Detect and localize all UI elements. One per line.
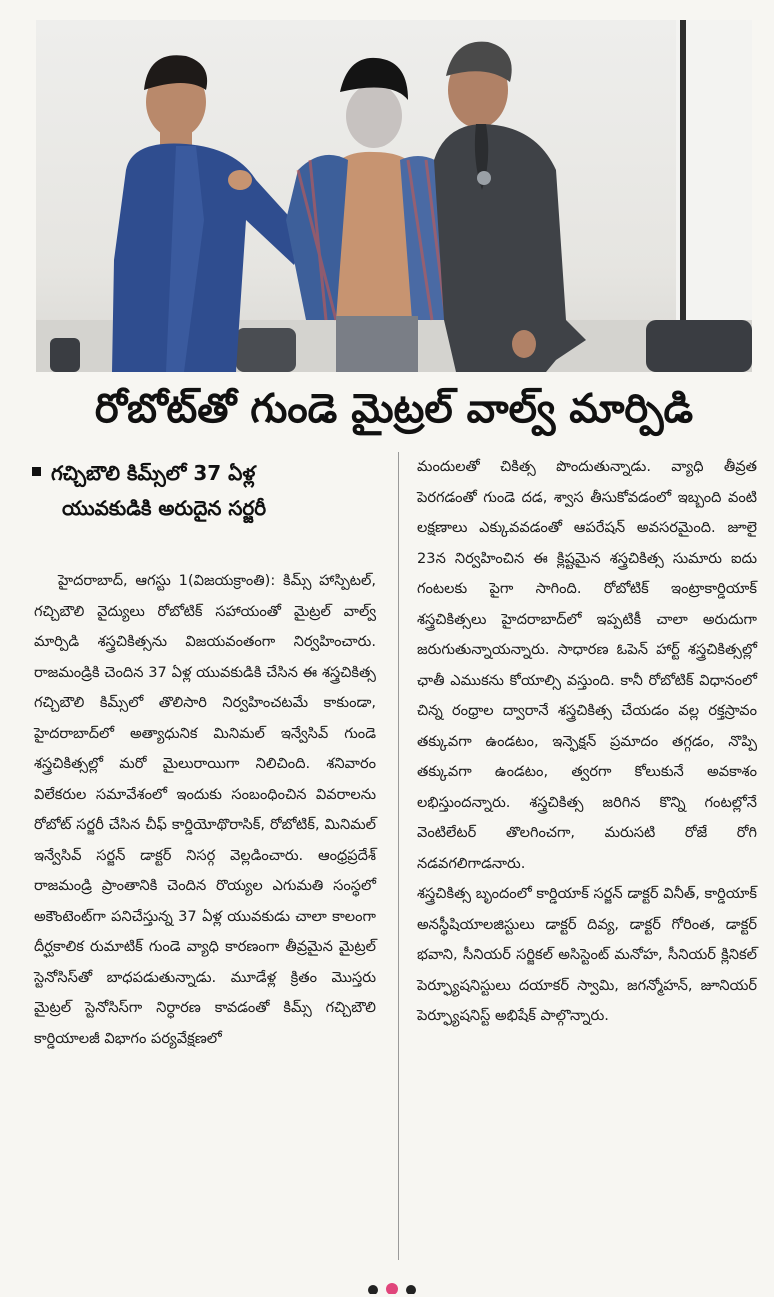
subheadline [32, 456, 412, 526]
headline: రోబోట్‌తో గుండె మైట్రల్ వాల్వ్ మార్పిడి [94, 386, 694, 432]
doctors-patient-illustration [36, 20, 752, 372]
subhead-line-2: యువకుడికి అరుదైన సర్జరీ [62, 496, 267, 520]
bullet-square-icon [32, 467, 41, 476]
article-paragraph: మందులతో చికిత్స పొందుతున్నాడు. వ్యాధి తీవ్రత పెరగడంతో గుండె దడ, శ్వాస తీసుకోవడంలో ఇబ్బంది వంటి లక్షణాలు ఎక్కువవడంతో ఆపరేషన్ అవసరమైంది. జూలై 23న నిర్వహించిన ఈ క్లిష్టమైన శస్త్రచికిత్స సుమారు ఐదు గంటలకు పైగా సాగింది. రోబోటిక్ ఇంట్రాకార్డియాక్ శస్త్రచికిత్సలు హైదరాబాద్‌లో ఇప్పటికీ చాలా అరుదుగా జరుగుతున్నాయన్నారు. సాధారణ ఓపెన్ హార్ట్ శస్త్రచికిత్సల్లో ఛాతీ ఎముకను కోయాల్సి వస్తుంది. కానీ రోబోటిక్ విధానంలో చిన్న రంధ్రాల ద్వారానే శస్త్రచికిత్స చేయడం వల్ల రక్తస్రావం తక్కువగా ఉండటం, ఇన్ఫెక్షన్ ప్రమాదం తగ్గడం, నొప్పి తక్కువగా ఉండటం, త్వరగా కోలుకునే అవకాశం లభిస్తుందన్నారు. శస్త్రచికిత్స జరిగిన కొన్ని గంటల్లోనే వెంటిలేటర్ తొలగించగా, మరుసటి రోజే రోగి నడవగలిగాడనారు. [417, 458, 757, 872]
page-indicator-dots-icon [365, 1282, 419, 1294]
column-divider [398, 452, 399, 1260]
article-paragraph: శస్త్రచికిత్స బృందంలో కార్డియాక్ సర్జన్ డాక్టర్ వినీత్, కార్డియాక్ అనస్థీషియాలజిస్టులు డాక్టర్ దివ్య, డాక్టర్ గోరింత, డాక్టర్ భవాని, సీనియర్ సర్జికల్ అసిస్టెంట్ మనోహ, సీనియర్ క్లినికల్ పెర్ఫ్యూషనిస్టులు దయాకర్ స్వామి, జగన్మోహన్, జూనియర్ పెర్ఫ్యూషనిస్ట్ అభిషేక్ పాల్గొన్నారు. [417, 885, 757, 1024]
article-paragraph: హైదరాబాద్, ఆగస్టు 1(విజయక్రాంతి): కిమ్స్ హాస్పిటల్, గచ్చిబౌలి వైద్యులు రోబోటిక్ సహాయంతో మైట్రల్ వాల్వ్ మార్పిడి శస్త్రచికిత్సను విజయవంతంగా నిర్వహించారు. రాజమండ్రికి చెందిన 37 ఏళ్ల యువకుడికి చేసిన ఈ శస్త్రచికిత్స గచ్చిబౌలి కిమ్స్‌లో తొలిసారి నిర్వహించటమే కాకుండా, హైదరాబాద్‌లో అత్యాధునిక మినిమల్ ఇన్వేసివ్ గుండె శస్త్రచికిత్సల్లో మరో మైలురాయిగా నిలిచింది. శనివారం విలేకరుల సమావేశంలో ఇందుకు సంబంధించిన వివరాలను రోబోట్ సర్జరీ చేసిన చీఫ్ కార్డియోథొరాసిక్, రోబోటిక్, మినిమల్ ఇన్వేసివ్ సర్జన్ డాక్టర్ నిసర్గ వెల్లడించారు. ఆంధ్రప్రదేశ్ రాజమండ్రి ప్రాంతానికి చెందిన రొయ్యల ఎగుమతి సంస్థలో అకౌంటెంట్‌గా పనిచేస్తున్న 37 ఏళ్ల యువకుడు చాలా కాలంగా దీర్ఘకాలిక రుమాటిక్ గుండె వ్యాధి కారణంగా తీవ్రమైన మైట్రల్ స్టెనోసిస్‌తో బాధపడుతున్నాడు. మూడేళ్ల క్రితం మొస్తరు మైట్రల్ స్టెనోసిస్‌గా నిర్ధారణ కావడంతో కిమ్స్ గచ్చిబౌలి కార్డియాలజీ విభాగం పర్యవేక్షణలో [34, 572, 376, 1047]
article-column-right [417, 452, 757, 1032]
subhead-line-1: గచ్చిబౌలి కిమ్స్‌లో 37 ఏళ్ల [51, 461, 256, 485]
article-column-left [34, 566, 376, 1054]
news-photo [36, 20, 752, 372]
